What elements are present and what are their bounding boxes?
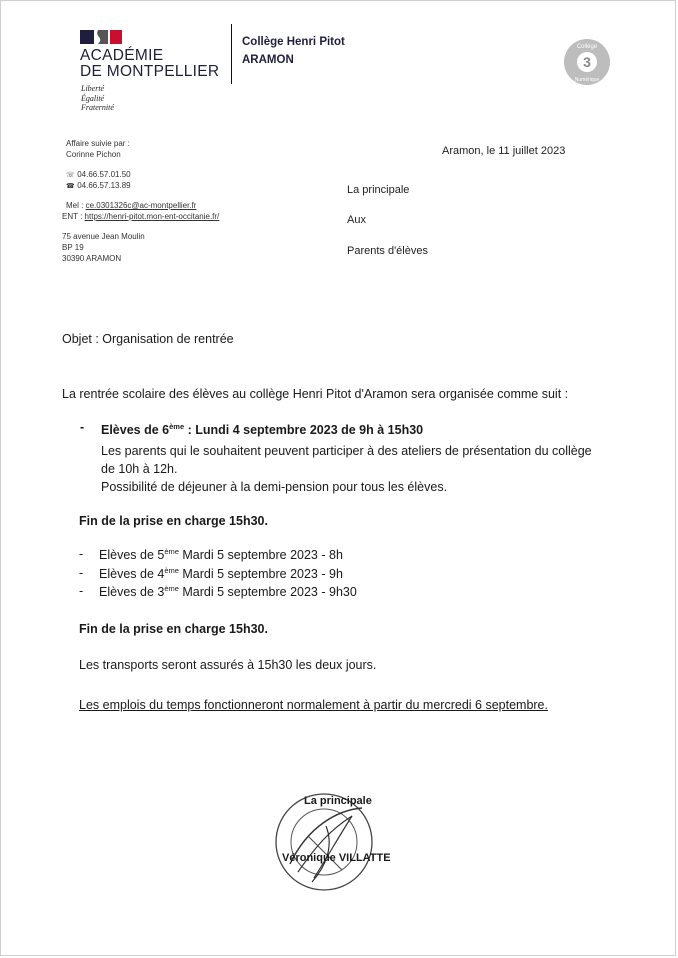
phone-number: 04.66.57.01.50 bbox=[77, 170, 131, 179]
ent-line bbox=[62, 212, 219, 222]
republic-motto bbox=[81, 84, 114, 113]
college-town: ARAMON bbox=[242, 54, 294, 66]
ent-label: ENT : bbox=[62, 212, 83, 221]
ent-link[interactable]: https://henri-pitot.mon-ent-occitanie.fr/ bbox=[84, 212, 220, 221]
address-line-1: 75 avenue Jean Moulin bbox=[62, 232, 145, 241]
sixieme-title-suffix: : Lundi 4 septembre 2023 de 9h à 15h30 bbox=[184, 423, 424, 437]
sixieme-title-sup: ème bbox=[169, 422, 185, 431]
subject-line: Objet : Organisation de rentrée bbox=[62, 332, 234, 346]
level-3-bullet: - bbox=[79, 584, 84, 598]
level-3-prefix: Elèves de 3 bbox=[99, 585, 165, 599]
logo-number: 3 bbox=[583, 54, 591, 70]
phone-icon: ☏ bbox=[66, 172, 75, 179]
level-3-line bbox=[99, 584, 357, 599]
fax-icon: ☎ bbox=[66, 183, 75, 190]
sixieme-line-3: Possibilité de déjeuner à la demi-pension pour tous les élèves. bbox=[101, 480, 448, 494]
sixieme-title bbox=[101, 422, 423, 437]
transport-note: Les transports seront assurés à 15h30 les deux jours. bbox=[79, 658, 377, 672]
sixieme-line-1: Les parents qui le souhaitent peuvent participer à des ateliers de présentation du collège bbox=[101, 444, 592, 458]
logo-text-bottom: Numérique bbox=[574, 77, 600, 83]
mail-label: Mel : bbox=[66, 201, 84, 210]
fax-number: 04.66.57.13.89 bbox=[77, 181, 131, 190]
header-divider bbox=[231, 24, 232, 84]
level-5-sup: ème bbox=[164, 547, 179, 556]
recipient-name: Parents d'élèves bbox=[347, 245, 428, 257]
intro-paragraph: La rentrée scolaire des élèves au collège Henri Pitot d'Aramon sera organisée comme suit : bbox=[62, 387, 569, 401]
level-4-sup: ème bbox=[164, 566, 179, 575]
sixieme-line-2: de 10h à 12h. bbox=[101, 462, 178, 476]
logo-text-top: Collège bbox=[576, 44, 598, 50]
marianne-logo-icon bbox=[80, 28, 124, 46]
college-numerique-logo-icon bbox=[562, 37, 612, 87]
timetable-note: Les emplois du temps fonctionneront normalement à partir du mercredi 6 septembre. bbox=[79, 698, 548, 712]
sender-role: La principale bbox=[347, 184, 410, 196]
level-4-suffix: Mardi 5 septembre 2023 - 9h bbox=[178, 567, 343, 581]
level-3-suffix: Mardi 5 septembre 2023 - 9h30 bbox=[178, 585, 357, 599]
phone-line bbox=[66, 170, 131, 181]
followed-by-name: Corinne Pichon bbox=[66, 150, 121, 159]
level-4-prefix: Elèves de 4 bbox=[99, 567, 165, 581]
mail-line bbox=[66, 201, 196, 211]
signature-name: Véronique VILLATTE bbox=[282, 852, 391, 864]
level-5-suffix: Mardi 5 septembre 2023 - 8h bbox=[178, 548, 343, 562]
fax-line bbox=[66, 181, 131, 192]
level-5-bullet: - bbox=[79, 547, 84, 561]
academie-name bbox=[80, 48, 219, 80]
sixieme-bullet: - bbox=[80, 420, 85, 434]
level-4-line bbox=[99, 566, 343, 581]
motto-egalite: Égalité bbox=[81, 93, 105, 103]
end-of-care-2: Fin de la prise en charge 15h30. bbox=[79, 622, 268, 636]
college-name: Collège Henri Pitot bbox=[242, 36, 345, 48]
level-4-bullet: - bbox=[79, 566, 84, 580]
motto-liberte: Liberté bbox=[81, 84, 105, 93]
academie-line-1: ACADÉMIE bbox=[80, 47, 164, 64]
level-5-prefix: Elèves de 5 bbox=[99, 548, 165, 562]
level-3-sup: ème bbox=[164, 584, 179, 593]
place-date: Aramon, le 11 juillet 2023 bbox=[442, 145, 566, 157]
sixieme-title-prefix: Elèves de 6 bbox=[101, 423, 170, 437]
mail-link[interactable]: ce.0301326c@ac-montpellier.fr bbox=[85, 201, 197, 210]
level-5-line bbox=[99, 547, 343, 562]
address-line-3: 30390 ARAMON bbox=[62, 254, 122, 263]
followed-by-label: Affaire suivie par : bbox=[66, 139, 130, 148]
end-of-care-1: Fin de la prise en charge 15h30. bbox=[79, 514, 268, 528]
address-line-2: BP 19 bbox=[62, 243, 84, 252]
signature-title: La principale bbox=[304, 795, 372, 807]
recipient-prefix: Aux bbox=[347, 214, 366, 226]
motto-fraternite: Fraternité bbox=[81, 103, 114, 112]
academie-line-2: DE MONTPELLIER bbox=[80, 63, 220, 80]
